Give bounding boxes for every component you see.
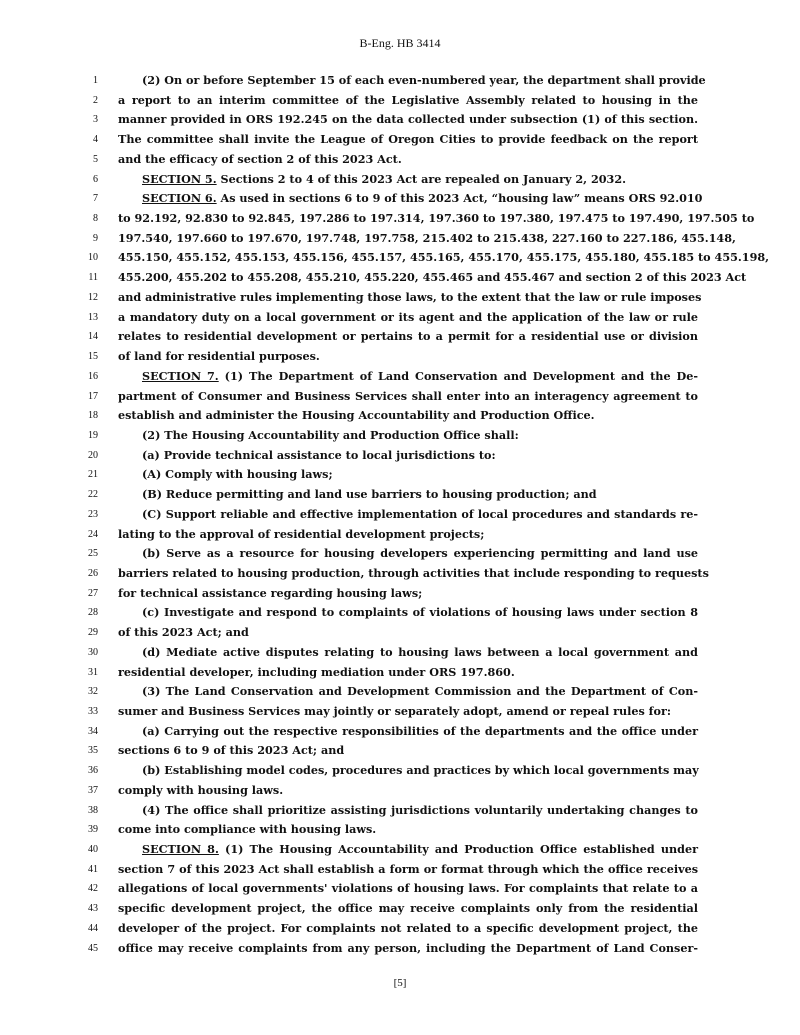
line-text: partment of Consumer and Business Services shall enter into an interagency agreement to [118, 388, 698, 403]
text-line [0, 426, 800, 446]
line-text: a mandatory duty on a local government or its agent and the application of the law or rule [118, 309, 698, 324]
line-text: come into compliance with housing laws. [118, 822, 377, 837]
line-text: SECTION 6. As used in sections 6 to 9 of this 2023 Act, “housing law” means ORS 92.010 [142, 191, 703, 206]
text-line [0, 150, 800, 170]
line-text: (b) Establishing model codes, procedures and practices by which local governments may [142, 763, 699, 778]
line-text: (A) Comply with housing laws; [142, 467, 333, 482]
line-number: 19 [88, 429, 98, 441]
text-line [0, 544, 800, 564]
line-text: of this 2023 Act; and [118, 625, 249, 640]
line-text: (3) The Land Conservation and Development Commission and the Department of Con- [142, 684, 698, 699]
line-number: 25 [88, 548, 98, 560]
text-line [0, 820, 800, 840]
line-text: manner provided in ORS 192.245 on the data collected under subsection (1) of this section. [118, 112, 698, 127]
line-number: 1 [93, 75, 98, 86]
line-number: 23 [88, 508, 98, 520]
text-line [0, 110, 800, 130]
section-heading: SECTION 7. [142, 368, 219, 383]
line-number: 28 [88, 607, 98, 619]
line-number: 3 [93, 114, 98, 126]
line-text: to 92.192, 92.830 to 92.845, 197.286 to 197.314, 197.360 to 197.380, 197.475 to 197.490, 197.505 to [118, 211, 755, 226]
line-number: 33 [88, 706, 98, 717]
line-text: and the efficacy of section 2 of this 2023 Act. [118, 151, 402, 166]
line-number: 30 [88, 646, 98, 658]
line-number: 20 [88, 449, 98, 461]
line-number: 42 [88, 883, 98, 895]
line-number: 41 [88, 863, 98, 875]
line-text: sections 6 to 9 of this 2023 Act; and [118, 743, 345, 758]
text-line [0, 682, 800, 702]
text-line [0, 367, 800, 387]
line-text: SECTION 7. (1) The Department of Land Conservation and Development and the De- [142, 368, 698, 383]
text-line [0, 801, 800, 821]
line-number: 36 [88, 765, 98, 777]
section-heading: SECTION 8. [142, 842, 219, 857]
line-text: SECTION 8. (1) The Housing Accountability and Production Office established under [142, 842, 698, 857]
text-line [0, 308, 800, 328]
text-line [0, 879, 800, 899]
line-text: specific development project, the office may receive complaints only from the residential [118, 901, 698, 916]
line-text: (B) Reduce permitting and land use barriers to housing production; and [142, 487, 597, 502]
text-line [0, 840, 800, 860]
line-text: establish and administer the Housing Accountability and Production Office. [118, 408, 595, 423]
line-text: office may receive complaints from any person, including the Department of Land Conser- [118, 940, 698, 955]
line-number: 16 [88, 370, 98, 382]
line-text: developer of the project. For complaints not related to a specific development project, the [118, 920, 698, 935]
line-text: (4) The office shall prioritize assisting jurisdictions voluntarily undertaking changes to [142, 802, 698, 817]
line-number: 29 [88, 627, 98, 639]
line-text: The committee shall invite the League of Oregon Cities to provide feedback on the report [118, 132, 698, 147]
text-line [0, 643, 800, 663]
text-line [0, 209, 800, 229]
line-text: (d) Mediate active disputes relating to housing laws between a local government and [142, 644, 698, 659]
text-line [0, 505, 800, 525]
line-number: 39 [88, 824, 98, 836]
line-number: 43 [88, 903, 98, 915]
text-line [0, 387, 800, 407]
line-text: SECTION 5. Sections 2 to 4 of this 2023 Act are repealed on January 2, 2032. [142, 171, 627, 186]
line-number: 27 [88, 587, 98, 599]
text-line [0, 170, 800, 190]
line-text: 197.540, 197.660 to 197.670, 197.748, 197.758, 215.402 to 215.438, 227.160 to 227.186, 455.148, [118, 230, 736, 245]
line-text: allegations of local governments' violations of housing laws. For complaints that relate to a [118, 881, 698, 896]
line-number: 4 [93, 134, 98, 146]
line-number: 17 [88, 390, 98, 402]
line-text: section 7 of this 2023 Act shall establish a form or format through which the office receives [118, 861, 698, 876]
text-line [0, 722, 800, 742]
text-line [0, 248, 800, 268]
line-text: 455.150, 455.152, 455.153, 455.156, 455.157, 455.165, 455.170, 455.175, 455.180, 455.185 to 455.198, [118, 250, 770, 265]
line-number: 22 [88, 489, 98, 501]
line-text: of land for residential purposes. [118, 349, 320, 364]
line-text: relates to residential development or pertains to a permit for a residential use or division [118, 329, 698, 344]
text-line [0, 663, 800, 683]
text-line [0, 761, 800, 781]
section-heading: SECTION 6. [142, 191, 217, 206]
line-text: and administrative rules implementing those laws, to the extent that the law or rule imposes [118, 289, 702, 304]
page-number: [5] [393, 977, 407, 989]
line-number: 45 [88, 942, 98, 954]
text-line [0, 603, 800, 623]
text-line [0, 465, 800, 485]
text-line [0, 781, 800, 801]
line-number: 14 [88, 331, 98, 343]
text-line [0, 446, 800, 466]
section-heading: SECTION 5. [142, 171, 217, 186]
document-header: B-Eng. HB 3414 [359, 36, 441, 50]
text-line [0, 485, 800, 505]
line-text: residential developer, including mediation under ORS 197.860. [118, 664, 515, 679]
line-text: (2) On or before September 15 of each even-numbered year, the department shall provide [142, 73, 706, 87]
text-line [0, 860, 800, 880]
line-text: for technical assistance regarding housing laws; [118, 585, 423, 600]
line-number: 38 [88, 804, 98, 816]
line-text: 455.200, 455.202 to 455.208, 455.210, 455.220, 455.465 and 455.467 and section 2 of this 2023 Act [118, 270, 747, 285]
line-text: (b) Serve as a resource for housing developers experiencing permitting and land use [142, 546, 698, 561]
text-line [0, 702, 800, 722]
text-line [0, 623, 800, 643]
line-number: 2 [93, 94, 98, 106]
line-text: sumer and Business Services may jointly or separately adopt, amend or repeal rules for: [118, 704, 671, 718]
text-line [0, 919, 800, 939]
line-number: 6 [93, 173, 98, 185]
line-number: 18 [88, 410, 98, 422]
line-text: (C) Support reliable and effective implementation of local procedures and standards re- [142, 506, 698, 521]
line-number: 34 [88, 725, 98, 737]
text-line [0, 939, 800, 959]
line-number: 12 [88, 291, 98, 303]
line-text: (2) The Housing Accountability and Production Office shall: [142, 427, 519, 442]
line-number: 9 [93, 232, 98, 244]
line-number: 7 [93, 193, 98, 205]
text-line [0, 189, 800, 209]
text-line [0, 899, 800, 919]
line-number: 40 [88, 844, 98, 856]
line-text: (c) Investigate and respond to complaints of violations of housing laws under section 8 [142, 605, 698, 620]
text-line [0, 268, 800, 288]
line-number: 13 [88, 311, 98, 323]
line-text: lating to the approval of residential development projects; [118, 526, 485, 541]
line-text: comply with housing laws. [118, 782, 284, 797]
text-line [0, 564, 800, 584]
line-number: 5 [93, 153, 98, 165]
text-line [0, 741, 800, 761]
line-number: 26 [88, 567, 98, 579]
text-line [0, 91, 800, 111]
text-line [0, 406, 800, 426]
line-number: 8 [93, 213, 98, 225]
text-line [0, 525, 800, 545]
line-number: 15 [88, 351, 98, 363]
text-line [0, 327, 800, 347]
text-line [0, 71, 800, 91]
text-line [0, 229, 800, 249]
line-number: 31 [88, 666, 98, 678]
line-text: (a) Provide technical assistance to local jurisdictions to: [142, 447, 496, 462]
text-line [0, 347, 800, 367]
line-number: 37 [88, 784, 98, 796]
line-text: a report to an interim committee of the Legislative Assembly related to housing in the [118, 92, 698, 107]
line-number: 21 [88, 469, 98, 481]
bill-text-body [0, 71, 800, 958]
line-number: 24 [88, 528, 98, 540]
text-line [0, 130, 800, 150]
line-number: 32 [88, 686, 98, 698]
line-text: (a) Carrying out the respective responsibilities of the departments and the office under [142, 723, 698, 738]
line-number: 11 [88, 272, 98, 284]
line-number: 35 [88, 745, 98, 757]
line-number: 10 [88, 252, 98, 264]
text-line [0, 584, 800, 604]
line-text: barriers related to housing production, through activities that include responding to requests [118, 565, 709, 580]
line-number: 44 [88, 922, 98, 934]
text-line [0, 288, 800, 308]
